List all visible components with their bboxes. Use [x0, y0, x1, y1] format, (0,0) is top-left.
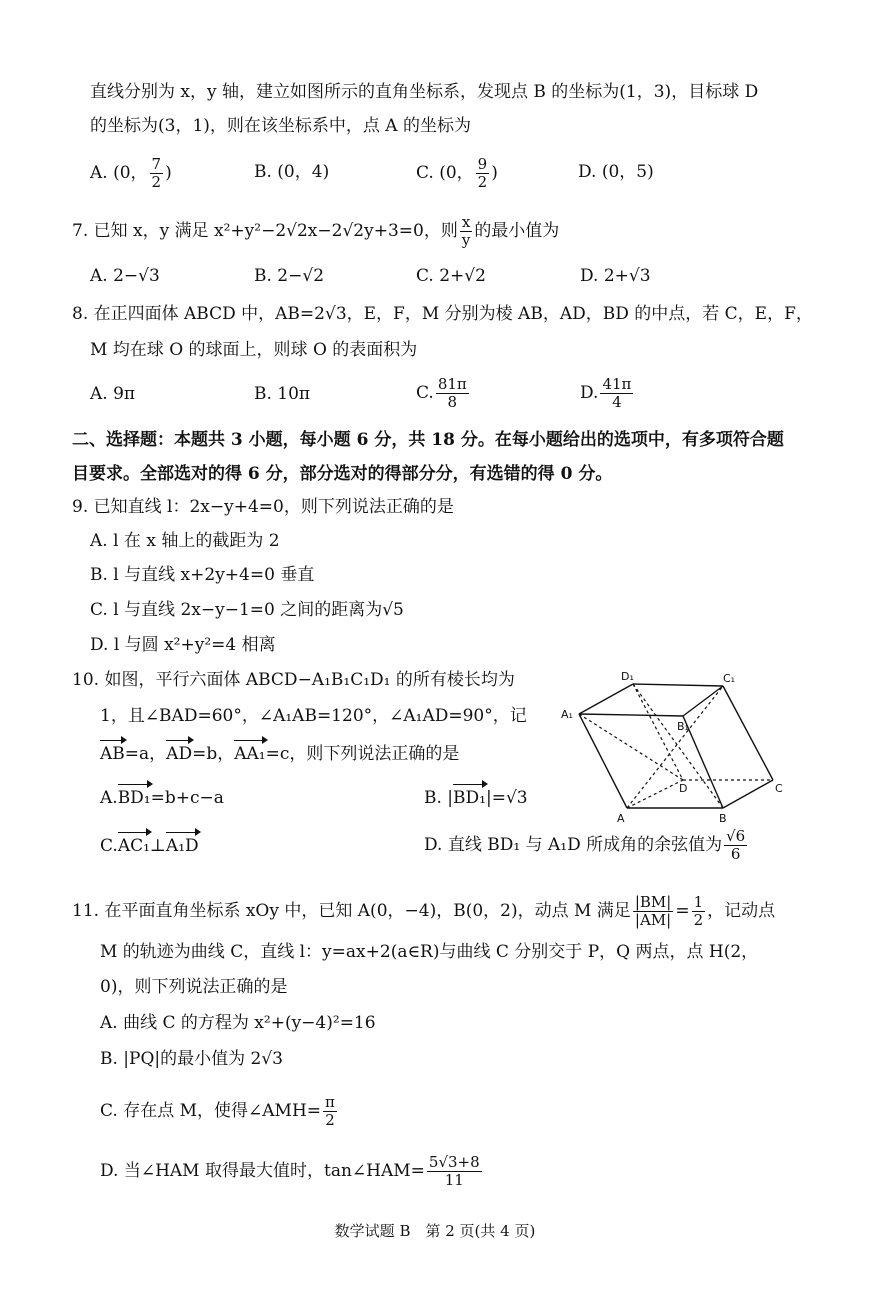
page-footer: 数学试题 B 第 2 页(共 4 页) [334, 1222, 536, 1240]
q7-option-d: D. 2+√3 [580, 266, 651, 286]
diag-a1-d [579, 714, 683, 780]
label-b1: B₁ [677, 720, 689, 733]
q8-option-c: C. $\frac{81\pi}{8}$ [416, 375, 467, 411]
q11-option-b: B. |PQ|的最小值为 2√3 [100, 1049, 283, 1069]
q11-line3: 0)，则下列说法正确的是 [100, 977, 288, 997]
q10-option-b: B. |BD₁|=√3 [424, 788, 528, 808]
q10-option-a: A.BD₁=b+c−a [100, 788, 224, 808]
q11-option-a: A. 曲线 C 的方程为 x²+(y−4)²=16 [100, 1013, 376, 1033]
edge-b1-a1 [579, 714, 683, 716]
q8-option-b: B. 10π [254, 384, 311, 404]
q10-line2: 1，且∠BAD=60°，∠A₁AB=120°，∠A₁AD=90°，记 [100, 706, 527, 726]
q9-option-b: B. l 与直线 x+2y+4=0 垂直 [90, 565, 315, 585]
q6-option-b: B. (0，4) [254, 162, 330, 182]
q8-line1: 8. 在正四面体 ABCD 中，AB=2√3，E，F，M 分别为棱 AB，AD，BD 的中点，若 C，E，F， [72, 304, 813, 324]
edge-b-c [723, 780, 773, 808]
edge-d1-d [633, 684, 683, 780]
q9-option-a: A. l 在 x 轴上的截距为 2 [90, 531, 280, 551]
section2-line1: 二、选择题：本题共 3 小题，每小题 6 分，共 18 分。在每小题给出的选项中，有多项符合题 [72, 430, 784, 450]
edge-b1-b [683, 716, 723, 808]
q6-option-a: A. (0， $\frac{7}{2}$ ) [90, 155, 172, 191]
q7-option-a: A. 2−√3 [90, 266, 160, 286]
q8-option-d: D. $\frac{41\pi}{4}$ [580, 375, 632, 411]
q6-line2: 的坐标为(3，1)，则在该坐标系中，点 A 的坐标为 [90, 116, 471, 136]
q8-option-a: A. 9π [90, 384, 136, 404]
label-c1: C₁ [723, 672, 736, 685]
section2-line2: 目要求。全部选对的得 6 分，部分选对的得部分分，有选错的得 0 分。 [72, 464, 613, 484]
q9-option-c: C. l 与直线 2x−y−1=0 之间的距离为√5 [90, 600, 404, 620]
q9-option-d: D. l 与圆 x²+y²=4 相离 [90, 635, 276, 655]
edge-a1-a [579, 714, 627, 808]
q9-stem: 9. 已知直线 l：2x−y+4=0，则下列说法正确的是 [72, 497, 454, 517]
edge-a1-d1 [579, 684, 633, 714]
q11-option-d: D. 当∠HAM 取得最大值时，tan∠HAM= $\frac{5√3+8}{11}$ [100, 1153, 480, 1189]
q8-line2: M 均在球 O 的球面上，则球 O 的表面积为 [90, 340, 418, 360]
label-b: B [719, 812, 727, 825]
label-a1: A₁ [561, 708, 573, 721]
q10-option-d: D. 直线 BD₁ 与 A₁D 所成角的余弦值为 $\frac{√6}{6}$ [424, 827, 746, 863]
q7-option-b: B. 2−√2 [254, 266, 325, 286]
q6-line1: 直线分别为 x，y 轴，建立如图所示的直角坐标系，发现点 B 的坐标为(1，3)，目标球 D [90, 82, 759, 102]
parallelepiped-figure [555, 668, 795, 828]
q6-option-d: D. (0，5) [578, 162, 654, 182]
q7-stem: 7. 已知 x，y 满足 x²+y²−2√2x−2√2y+3=0，则 $\frac{x}{y}$ 的最小值为 [72, 213, 560, 249]
edge-a-d [627, 780, 683, 808]
q10-option-c: C.AC₁⊥A₁D [100, 836, 199, 856]
q10-line1: 10. 如图，平行六面体 ABCD−A₁B₁C₁D₁ 的所有棱长均为 [72, 670, 515, 690]
q11-line2: M 的轨迹为曲线 C，直线 l：y=ax+2(a∈R)与曲线 C 分别交于 P，Q 两点，点 H(2， [100, 942, 759, 962]
q7-option-c: C. 2+√2 [416, 266, 486, 286]
edge-c1-c [723, 686, 773, 780]
q10-line3: AB=a，AD=b，AA₁=c，则下列说法正确的是 [100, 744, 460, 764]
q11-option-c: C. 存在点 M，使得∠AMH= $\frac{\pi}{2}$ [100, 1093, 335, 1129]
label-d1: D₁ [621, 670, 634, 683]
label-a: A [617, 812, 625, 825]
label-c: C [775, 782, 783, 795]
diag-a-c1 [627, 686, 723, 808]
q11-line1: 11. 在平面直角坐标系 xOy 中，已知 A(0，−4)，B(0，2)，动点 M 满足 $\frac{|BM|}{|AM|}$ = $\frac{1}{2}$ ，记动点 [72, 893, 776, 929]
edge-d1-c1 [633, 684, 723, 686]
q6-option-c: C. (0， $\frac{9}{2}$ ) [416, 155, 498, 191]
label-d: D [679, 782, 688, 795]
